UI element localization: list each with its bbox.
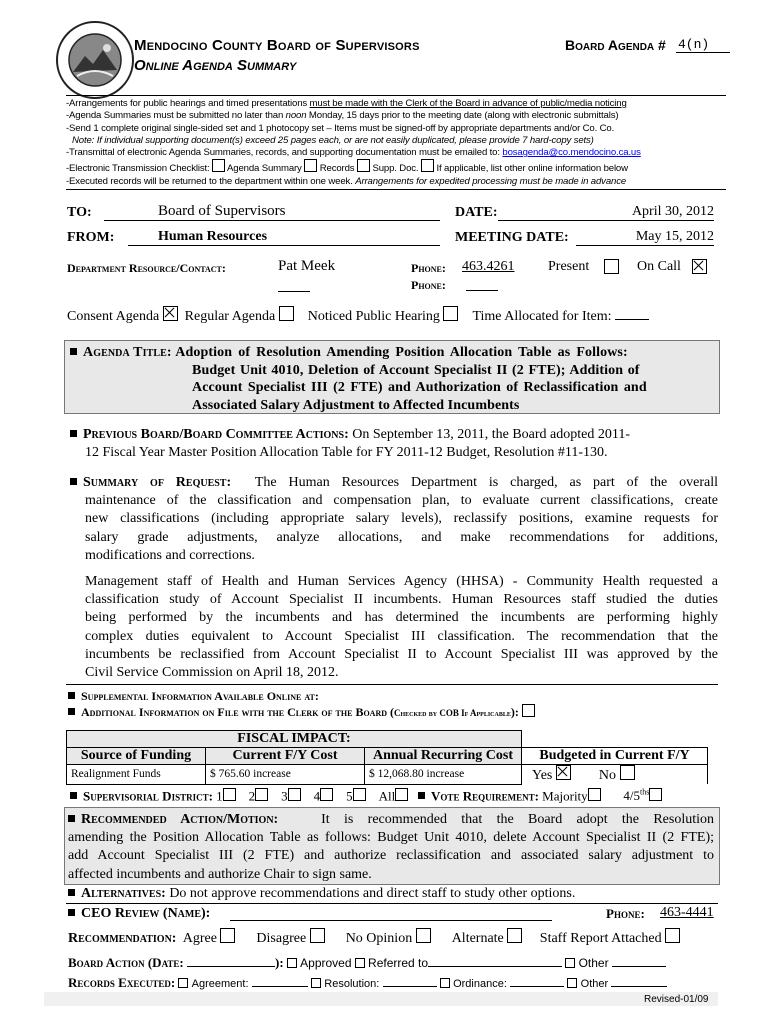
disagree-label: Disagree xyxy=(256,931,307,946)
district-1-label: 1 xyxy=(216,788,223,804)
agenda-title-line-4: Associated Salary Adjustment to Affected Incumbents xyxy=(192,397,520,413)
fiscal-header-current: Current F/Y Cost xyxy=(206,748,365,765)
district-1-checkbox[interactable] xyxy=(223,788,236,801)
staff-report-label: Staff Report Attached xyxy=(539,931,662,946)
summary-label: Summary of Request: xyxy=(83,475,232,490)
four-fifths-label: $4/5^{ths}$ xyxy=(623,788,650,804)
no-opinion-label: No Opinion xyxy=(345,931,413,946)
summary-p2-line-2: classification study of Account Specialist II incumbents. Human Resources staff studied the duties xyxy=(85,592,718,608)
doc-title: Online Agenda Summary xyxy=(134,57,297,74)
seal-icon xyxy=(55,20,135,100)
resolution-label: Resolution: xyxy=(324,978,380,990)
additional-info-label: Additional Information on File with the Clerk of the Board (Checked by COB If Applicable): xyxy=(81,705,519,719)
summary-p1-line-1: The Human Resources Department is charged, as part of the overall xyxy=(254,475,718,490)
to-field[interactable]: Board of Supervisors xyxy=(104,203,440,221)
records-row xyxy=(68,975,667,991)
agenda-title-section xyxy=(70,344,716,414)
agenda-number: 4(n) xyxy=(676,37,730,53)
ceo-review-label: CEO Review (Name): xyxy=(81,906,211,921)
budgeted-yes-checkbox[interactable] xyxy=(556,765,571,780)
disagree-checkbox[interactable] xyxy=(310,928,325,943)
referred-field[interactable] xyxy=(428,955,562,967)
agenda-number-label: Board Agenda # xyxy=(565,37,666,53)
noticed-hearing-checkbox[interactable] xyxy=(443,306,458,321)
revised-label: Revised-01/09 xyxy=(644,994,709,1005)
agenda-title-line-2: Budget Unit 4010, Deletion of Account Specialist II (2 FTE); Addition of xyxy=(192,362,640,378)
district-5-checkbox[interactable] xyxy=(353,788,366,801)
district-all-checkbox[interactable] xyxy=(395,788,408,801)
agreement-checkbox[interactable] xyxy=(178,978,188,988)
no-opinion-checkbox[interactable] xyxy=(416,928,431,943)
phone-label: Phone: xyxy=(411,261,446,275)
fiscal-source-value[interactable]: Realignment Funds xyxy=(67,765,206,785)
on-call-checkbox[interactable] xyxy=(692,259,707,277)
recommended-section xyxy=(68,811,714,884)
instruction-line-4: Note: If individual supporting document(s) exceed 25 pages each, or are not easily duplicated, please provide 7 hard-copy sets) xyxy=(72,134,594,146)
district-3-checkbox[interactable] xyxy=(288,788,301,801)
county-seal xyxy=(55,20,135,100)
district-2-label: 2 xyxy=(248,788,256,804)
summary-p1-line-4: salary grade adjustments, analyze allocations, and make recommendations for additions, xyxy=(85,529,718,545)
board-other-field[interactable] xyxy=(612,955,666,967)
district-4-checkbox[interactable] xyxy=(320,788,333,801)
regular-agenda-label: Regular Agenda xyxy=(184,309,276,324)
summary-section xyxy=(70,474,718,682)
supp-doc-checkbox[interactable] xyxy=(357,159,370,172)
agree-checkbox[interactable] xyxy=(220,928,235,943)
fiscal-impact-section xyxy=(66,730,718,785)
dept-contact-label: Department Resource/Contact: xyxy=(67,261,226,275)
agreement-field[interactable] xyxy=(252,976,308,987)
records-other-field[interactable] xyxy=(611,976,667,987)
agenda-title-line-3: Account Specialist III (2 FTE) and Authorization of Reclassification and xyxy=(192,380,647,395)
supplemental-section xyxy=(68,688,535,721)
board-action-row xyxy=(68,955,666,971)
consent-agenda-checkbox[interactable] xyxy=(163,306,178,321)
budgeted-no-checkbox[interactable] xyxy=(620,765,635,780)
recommended-line-1: It is recommended that the Board adopt the Resolution xyxy=(321,812,715,827)
phone-field[interactable]: 463.4261 xyxy=(462,259,515,274)
instruction-line-6: -Electronic Transmission Checklist: Agenda Summary Records Supp. Doc. If applicable, list other online information below xyxy=(66,159,726,175)
alternate-checkbox[interactable] xyxy=(507,928,522,943)
records-executed-label: Records Executed: xyxy=(68,975,176,990)
agenda-title-label: Agenda Title: xyxy=(83,345,172,360)
instructions-block xyxy=(66,95,726,190)
time-allocated-label: Time Allocated for Item: xyxy=(472,309,612,324)
district-all-label: All xyxy=(378,788,396,804)
present-checkbox[interactable] xyxy=(604,259,619,277)
clerk-checked-checkbox[interactable] xyxy=(522,704,535,717)
board-action-label: Board Action (Date: xyxy=(68,955,184,970)
district-row xyxy=(70,788,662,804)
previous-actions-line-2: 12 Fiscal Year Master Position Allocation Table for FY 2011-12 Budget, Resolution #11-130. xyxy=(85,445,608,460)
approved-label: Approved xyxy=(300,956,352,970)
ceo-phone-field[interactable]: 463-4441 xyxy=(660,905,714,920)
alternatives-divider xyxy=(66,903,718,904)
alternatives-row xyxy=(68,886,718,902)
records-checkbox[interactable] xyxy=(304,159,317,172)
time-allocated-field[interactable] xyxy=(615,307,649,320)
from-label: FROM: xyxy=(67,230,115,245)
vote-requirement-label: Vote Requirement: xyxy=(431,788,539,804)
alternate-label: Alternate xyxy=(451,931,504,946)
if-applicable-checkbox[interactable] xyxy=(421,159,434,172)
agenda-summary-checkbox[interactable] xyxy=(212,159,225,172)
fiscal-impact-table xyxy=(66,730,708,785)
agenda-title-line-1: Adoption of Resolution Amending Position Allocation Table as Follows: xyxy=(175,345,628,360)
alternatives-label: Alternatives: xyxy=(81,886,166,901)
fiscal-header-annual: Annual Recurring Cost xyxy=(365,748,522,765)
district-4-label: 4 xyxy=(313,788,321,804)
instruction-line-1: -Arrangements for public hearings and timed presentations must be made with the Clerk of the Board in advance of public/media noticing xyxy=(66,98,627,109)
present-label: Present xyxy=(548,259,590,274)
meeting-date-field[interactable]: May 15, 2012 xyxy=(576,229,714,246)
budgeted-yes-label: Yes xyxy=(532,768,553,783)
instruction-line-7: -Executed records will be returned to the department within one week. Arrangements for expedited processing must be made in advance xyxy=(66,176,726,190)
recommended-line-2: amending the Position Allocation Table as follows: Budget Unit 4010, delete Account Specialist II (2 FTE); xyxy=(68,830,714,846)
ceo-row xyxy=(68,906,210,922)
board-action-end: ): xyxy=(274,955,284,970)
fiscal-impact-title: FISCAL IMPACT: xyxy=(67,731,522,748)
regular-agenda-checkbox[interactable] xyxy=(279,306,294,321)
records-other-label: Other xyxy=(580,978,609,990)
records-other-checkbox[interactable] xyxy=(567,978,577,988)
agree-label: Agree xyxy=(182,931,217,946)
resolution-checkbox[interactable] xyxy=(311,978,321,988)
summary-p2-line-1: Management staff of Health and Human Services Agency (HHSA) - Community Health requested a xyxy=(85,574,718,590)
on-call-label: On Call xyxy=(637,259,681,274)
fiscal-annual-value[interactable]: $ 12,068.80 increase xyxy=(365,765,522,785)
meeting-date-label: MEETING DATE: xyxy=(455,230,569,245)
ordinance-field[interactable] xyxy=(510,976,564,987)
staff-report-checkbox[interactable] xyxy=(665,928,680,943)
to-label: TO: xyxy=(67,205,92,220)
date-field[interactable]: April 30, 2012 xyxy=(498,204,714,221)
four-fifths-checkbox[interactable] xyxy=(649,788,662,801)
majority-checkbox[interactable] xyxy=(588,788,601,801)
instruction-line-5: -Transmittal of electronic Agenda Summaries, records, and supporting documentation must be emailed to: bosagenda@co.mendocino.ca.us xyxy=(66,147,641,159)
summary-p1-line-2: maintenance of the classification and compensation plan, to evaluate current classifications, create xyxy=(85,493,718,509)
majority-label: Majority xyxy=(542,788,588,804)
ceo-phone-label: Phone: xyxy=(606,906,645,921)
agreement-label: Agreement: xyxy=(191,978,249,990)
referred-label: Referred to xyxy=(368,956,429,970)
recommendation-row xyxy=(68,928,680,947)
instruction-line-2: -Agenda Summaries must be submitted no later than noon Monday, 15 days prior to the meeting date (along with electronic submittals) xyxy=(66,110,619,122)
resolution-field[interactable] xyxy=(383,976,437,987)
supplemental-divider xyxy=(66,684,718,685)
summary-p1-line-3: new classifications (including appropriate salary levels), reclassify positions, examine requests for xyxy=(85,511,718,527)
recommendation-label: Recommendation: xyxy=(68,931,177,946)
budgeted-cell xyxy=(522,765,708,785)
previous-actions-label: Previous Board/Board Committee Actions: xyxy=(83,427,349,442)
district-label: Supervisorial District: xyxy=(83,788,213,804)
org-title: Mendocino County Board of Supervisors xyxy=(134,37,420,54)
alternatives-text: Do not approve recommendations and direct staff to study other options. xyxy=(169,886,576,901)
email-link[interactable]: bosagenda@co.mendocino.ca.us xyxy=(502,147,641,159)
instruction-line-3: -Send 1 complete original single-sided set and 1 photocopy set – Items must be signed-off by appropriate departments and/or Co. Co. xyxy=(66,122,615,134)
phone2-label: Phone: xyxy=(411,278,446,292)
board-other-checkbox[interactable] xyxy=(565,958,575,968)
consent-agenda-label: Consent Agenda xyxy=(67,309,160,324)
approved-checkbox[interactable] xyxy=(287,958,297,968)
phone2-field[interactable] xyxy=(466,276,498,291)
fiscal-current-value[interactable]: $ 765.60 increase xyxy=(206,765,365,785)
summary-p2-line-3: being performed by the incumbents and has determined the incumbents are performing highly xyxy=(85,610,718,626)
summary-p1-line-5: modifications and corrections. xyxy=(85,547,255,563)
previous-actions-section xyxy=(70,426,718,462)
board-action-date-field[interactable] xyxy=(187,955,275,967)
budgeted-no-label: No xyxy=(598,768,616,783)
supplemental-online-label: Supplemental Information Available Online at: xyxy=(81,689,319,703)
ordinance-label: Ordinance: xyxy=(453,978,507,990)
district-2-checkbox[interactable] xyxy=(255,788,268,801)
summary-p2-line-5: incumbents be reclassified from Account Specialist II to Account Specialist III was approved by the xyxy=(85,646,718,662)
ceo-name-field[interactable] xyxy=(230,905,552,921)
ordinance-checkbox[interactable] xyxy=(440,978,450,988)
footer-bar xyxy=(44,992,718,1006)
summary-p2-line-6: Civil Service Commission on April 18, 2012. xyxy=(85,665,339,681)
summary-p2-line-4: complex duties equivalent to Account Specialist III classification. The recommendation that the xyxy=(85,628,718,644)
fiscal-header-source: Source of Funding xyxy=(67,748,206,765)
recommended-line-3: add Account Specialist III (2 FTE) and authorize reclassification and associated salary adjustment to xyxy=(68,848,714,864)
district-3-label: 3 xyxy=(281,788,288,804)
recommended-label: Recommended Action/Motion: xyxy=(81,812,279,827)
from-field[interactable]: Human Resources xyxy=(128,229,440,246)
contact-field[interactable]: Pat Meek xyxy=(278,258,336,274)
date-label: DATE: xyxy=(455,205,498,220)
contact-line-2[interactable] xyxy=(278,275,310,292)
previous-actions-line-1: On September 13, 2011, the Board adopted 2011- xyxy=(352,427,631,442)
district-5-label: 5 xyxy=(346,788,353,804)
recommended-line-4: affected incumbents and authorize Chair to sign same. xyxy=(68,866,372,882)
fiscal-header-budgeted: Budgeted in Current F/Y xyxy=(522,748,708,765)
agenda-type-row xyxy=(67,306,649,325)
board-other-label: Other xyxy=(578,956,609,970)
referred-checkbox[interactable] xyxy=(355,958,365,968)
noticed-hearing-label: Noticed Public Hearing xyxy=(307,309,440,324)
